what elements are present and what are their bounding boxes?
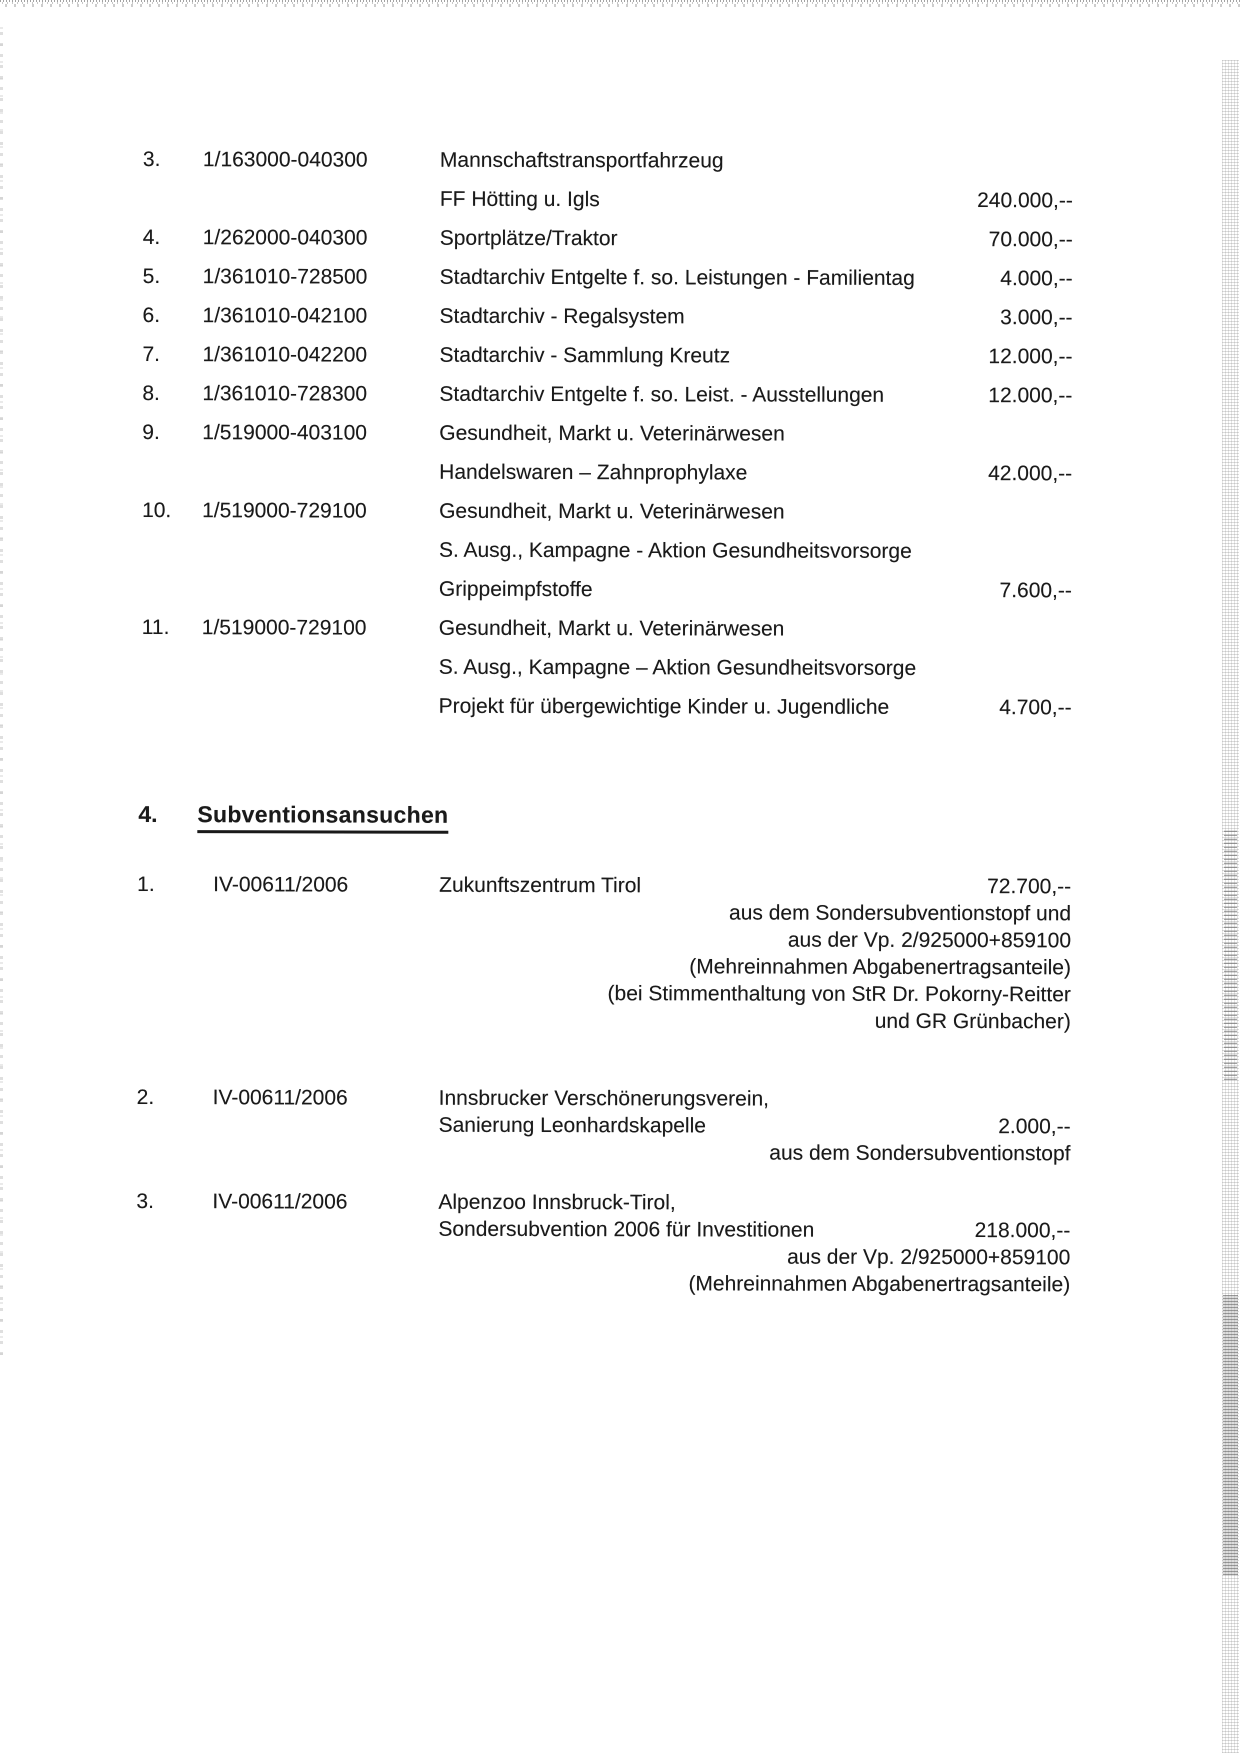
budget-row [143, 257, 1073, 298]
annotation-line: aus der Vp. 2/925000+859100 [787, 1245, 1071, 1270]
subsidy-item [136, 1188, 1070, 1298]
subsidy-item [137, 871, 1071, 1035]
row-number [142, 530, 202, 569]
budget-row [142, 491, 1072, 532]
annotation-line: (bei Stimmenthaltung von StR Dr. Pokorny-Reitter [607, 982, 1071, 1007]
budget-row [143, 218, 1073, 259]
account-number: 1/361010-042100 [202, 304, 368, 328]
row-number: 7. [142, 343, 161, 367]
account-number: 1/163000-040300 [202, 148, 368, 172]
description: Alpenzoo Innsbruck-Tirol, [438, 1190, 676, 1215]
item-line [438, 1189, 1070, 1218]
budget-row [142, 335, 1072, 376]
budget-row [142, 608, 1072, 649]
annotation-line: und GR Grünbacher) [874, 1009, 1071, 1034]
description: Sportplätze/Traktor [439, 226, 618, 251]
subsidy-requests-list [136, 871, 1071, 1298]
amount: 70.000,-- [988, 228, 1073, 252]
budget-row [142, 569, 1072, 610]
description: Sondersubvention 2006 für Investitionen [438, 1217, 815, 1242]
item-line [438, 1216, 1070, 1245]
row-number: 3. [142, 148, 161, 172]
description: Gesundheit, Markt u. Veterinärwesen [439, 421, 785, 446]
annotation-line: (Mehreinnahmen Abgabenertragsanteile) [689, 955, 1072, 980]
account-number [202, 452, 439, 492]
budget-row [143, 140, 1073, 181]
amount: 3.000,-- [1000, 306, 1073, 330]
amount: 12.000,-- [988, 345, 1073, 369]
description: Gesundheit, Markt u. Veterinärwesen [438, 616, 785, 641]
annotation-line: aus der Vp. 2/925000+859100 [787, 928, 1072, 953]
budget-row [142, 686, 1072, 727]
account-number: 1/519000-403100 [202, 421, 367, 445]
description: Sanierung Leonhardskapelle [438, 1113, 706, 1138]
section-heading [138, 801, 448, 829]
account-number: 1/361010-042200 [202, 343, 368, 367]
row-number [142, 686, 202, 725]
reference-number: IV-00611/2006 [213, 873, 349, 897]
budget-row [143, 179, 1073, 220]
account-number [202, 686, 439, 726]
budget-row [142, 374, 1072, 415]
item-line [439, 1085, 1071, 1114]
description: Stadtarchiv - Sammlung Kreutz [439, 343, 731, 368]
account-number [202, 647, 439, 687]
amount: 12.000,-- [988, 384, 1073, 408]
budget-row [142, 452, 1072, 493]
amount: 7.600,-- [999, 579, 1072, 603]
item-line [439, 872, 1071, 901]
row-number: 8. [142, 382, 160, 406]
account-number: 1/262000-040300 [202, 226, 368, 250]
account-number: 1/519000-729100 [201, 616, 367, 640]
account-number [203, 179, 440, 219]
budget-row [142, 530, 1072, 571]
section-number: 4. [138, 800, 158, 828]
annotation-line: (Mehreinnahmen Abgabenertragsanteile) [688, 1272, 1071, 1297]
item-lines [438, 1085, 1070, 1168]
row-number: 10. [142, 499, 172, 523]
annotation-line: aus dem Sondersubventionstopf [769, 1141, 1071, 1166]
description: Innsbrucker Verschönerungsverein, [438, 1086, 770, 1111]
description: Gesundheit, Markt u. Veterinärwesen [439, 499, 785, 524]
annotation-line: aus dem Sondersubventionstopf und [729, 901, 1072, 926]
item-line [439, 1112, 1071, 1141]
budget-items-list [142, 140, 1073, 727]
amount: 2.000,-- [998, 1115, 1071, 1139]
amount: 42.000,-- [988, 462, 1073, 486]
description: FF Hötting u. Igls [439, 187, 600, 212]
row-number [142, 569, 202, 608]
row-number: 1. [137, 872, 155, 897]
description: Stadtarchiv - Regalsystem [439, 304, 685, 329]
budget-row [142, 413, 1072, 454]
account-number: 1/361010-728500 [202, 265, 368, 289]
row-number [143, 179, 203, 218]
section-title: Subventionsansuchen [197, 801, 448, 834]
description: S. Ausg., Kampagne - Aktion Gesundheitsvorsorge [438, 538, 912, 563]
account-number [202, 569, 439, 609]
amount: 218.000,-- [974, 1219, 1071, 1243]
description: Grippeimpfstoffe [438, 577, 593, 602]
account-number: 1/519000-729100 [202, 499, 367, 523]
amount: 4.000,-- [1000, 267, 1073, 291]
subsidy-item [136, 1084, 1070, 1167]
description: Zukunftszentrum Tirol [439, 873, 642, 898]
row-number: 2. [136, 1085, 155, 1110]
row-number: 3. [136, 1189, 154, 1214]
row-number [142, 647, 202, 686]
row-number: 9. [142, 421, 160, 445]
description: S. Ausg., Kampagne – Aktion Gesundheitsvorsorge [438, 655, 917, 680]
amount: 240.000,-- [977, 189, 1073, 213]
item-lines [439, 872, 1071, 1036]
row-number: 11. [141, 616, 170, 640]
description: Projekt für übergewichtige Kinder u. Jugendliche [438, 694, 890, 719]
item-lines [438, 1189, 1070, 1299]
reference-number: IV-00611/2006 [212, 1086, 348, 1110]
row-number: 4. [142, 226, 161, 250]
reference-number: IV-00611/2006 [212, 1190, 348, 1214]
description: Stadtarchiv Entgelte f. so. Leist. - Ausstellungen [439, 382, 885, 407]
row-number: 5. [142, 265, 161, 289]
amount: 4.700,-- [999, 696, 1072, 720]
description: Stadtarchiv Entgelte f. so. Leistungen - Familientag [439, 265, 915, 290]
budget-row [143, 296, 1073, 337]
account-number [202, 530, 439, 570]
row-number [142, 452, 202, 491]
account-number: 1/361010-728300 [202, 382, 368, 406]
amount: 72.700,-- [987, 875, 1072, 899]
budget-row [142, 647, 1072, 688]
description: Handelswaren – Zahnprophylaxe [439, 460, 748, 485]
description: Mannschaftstransportfahrzeug [439, 148, 724, 173]
row-number: 6. [142, 304, 161, 328]
